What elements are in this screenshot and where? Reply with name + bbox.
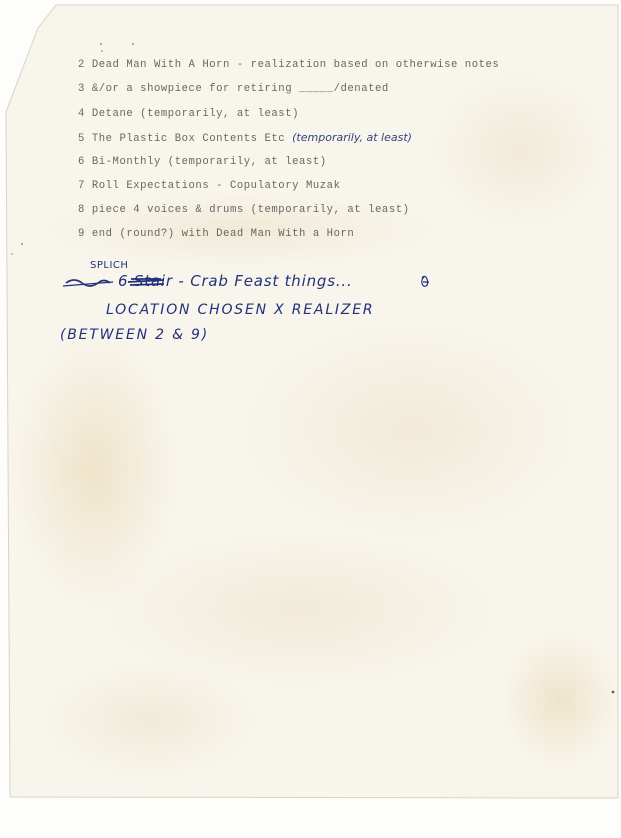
typed-line-with-annotation [78, 131, 412, 145]
handwritten-insertion: SPLICH [90, 260, 129, 271]
ink-speck [132, 43, 134, 45]
ink-speck [100, 43, 102, 45]
typed-line: 9 end (round?) with Dead Man With a Horn [78, 228, 355, 240]
typed-line: 4 Detane (temporarily, at least) [78, 108, 300, 120]
typed-line: 8 piece 4 voices & drums (temporarily, at least) [78, 204, 410, 216]
typed-line: 2 Dead Man With A Horn - realization based on otherwise notes [78, 59, 500, 71]
typed-line: 6 Bi-Monthly (temporarily, at least) [78, 156, 327, 168]
handwritten-note: (BETWEEN 2 & 9) [60, 327, 210, 343]
typed-line: 7 Roll Expectations - Copulatory Muzak [78, 180, 341, 192]
handwritten-note: 6 Stair - Crab Feast things... [118, 272, 353, 290]
handwritten-note: LOCATION CHOSEN X REALIZER [106, 302, 375, 318]
handwritten-annotation: (temporarily, at least) [292, 131, 412, 144]
typed-line: 3 &/or a showpiece for retiring _____/denated [78, 83, 389, 95]
typed-text: 5 The Plastic Box Contents Etc [78, 133, 286, 145]
